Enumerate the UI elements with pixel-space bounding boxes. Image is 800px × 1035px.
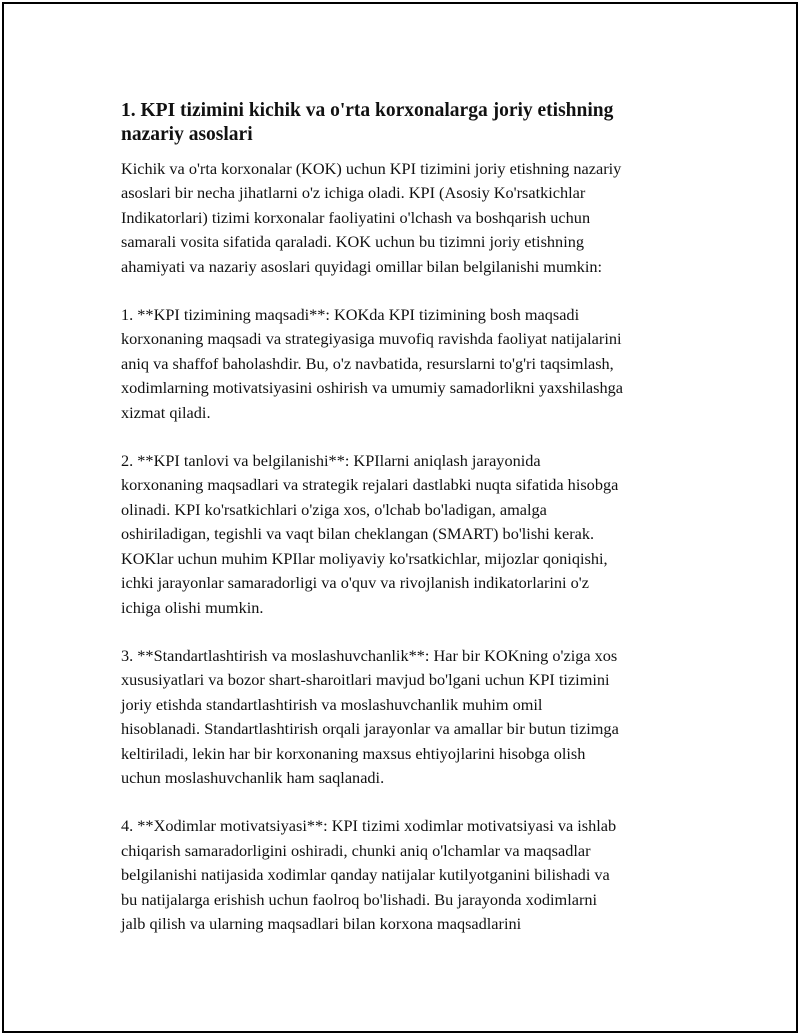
document-title: 1. KPI tizimini kichik va o'rta korxonalarga joriy etishning nazariy asoslari xyxy=(121,100,614,145)
intro-paragraph: Kichik va o'rta korxonalar (KOK) uchun KPI tizimini joriy etishning nazariy asoslari bir necha jihatlarni o'z ichiga oladi. KPI (Asosiy Ko'rsatkichlar Indikatorlari) tizimi korxonalar faoliyatini o'lchash va boshqarish uchun samarali vosita sifatida qaraladi. KOK uchun bu tizimni joriy etishning ahamiyati va nazariy asoslari quyidagi omillar bilan belgilanishi mumkin: xyxy=(121,159,622,276)
paragraph-standardization: 3. **Standartlashtirish va moslashuvchanlik**: Har bir KOKning o'ziga xos xususiyatlari va bozor shart-sharoitlari mavjud bo'lgani uchun KPI tizimini joriy etishda standartlashtirish va moslashuvchanlik muhim omil hisoblanadi. Standartlashtirish orqali jarayonlar va amallar bir butun tizimga keltiriladi, lekin har bir korxonaning maxsus ehtiyojlarini hisobga olish uchun moslashuvchanlik ham saqlanadi. xyxy=(121,645,619,787)
paragraph-employee-motivation: 4. **Xodimlar motivatsiyasi**: KPI tizimi xodimlar motivatsiyasi va ishlab chiqarish samaradorligini oshiradi, chunki aniq o'lchamlar va maqsadlar belgilanishi natijasida xodimlar qanday natijalar kutilyotganini bilishadi va bu natijalarga erishish uchun faolroq bo'lishadi. Bu jarayonda xodimlarni jalb qilish va ularning maqsadlari bilan korxona maqsadlarini xyxy=(121,816,617,933)
paragraph-kpi-selection: 2. **KPI tanlovi va belgilanishi**: KPIlarni aniqlash jarayonida korxonaning maqsadlari va strategik rejalari dastlabki nuqta sifatida hisobga olinadi. KPI ko'rsatkichlari o'ziga xos, o'lchab bo'ladigan, amalga oshiriladigan, tegishli va vaqt bilan cheklangan (SMART) bo'lishi kerak. KOKlar uchun muhim KPIlar moliyaviy ko'rsatkichlar, mijozlar qoniqishi, ichki jarayonlar samaradorligi va o'quv va rivojlanish indikatorlarini o'z ichiga olishi mumkin. xyxy=(121,451,619,617)
document-body xyxy=(121,99,691,960)
page-frame xyxy=(2,2,798,1033)
paragraph-kpi-goal: 1. **KPI tizimining maqsadi**: KOKda KPI tizimining bosh maqsadi korxonaning maqsadi va strategiyasiga muvofiq ravishda faoliyat natijalarini aniq va shaffof baholashdir. Bu, o'z navbatida, resurslarni to'g'ri taqsimlash, xodimlarning motivatsiyasini oshirish va umumiy samadorlikni yaxshilashga xizmat qiladi. xyxy=(121,305,623,422)
